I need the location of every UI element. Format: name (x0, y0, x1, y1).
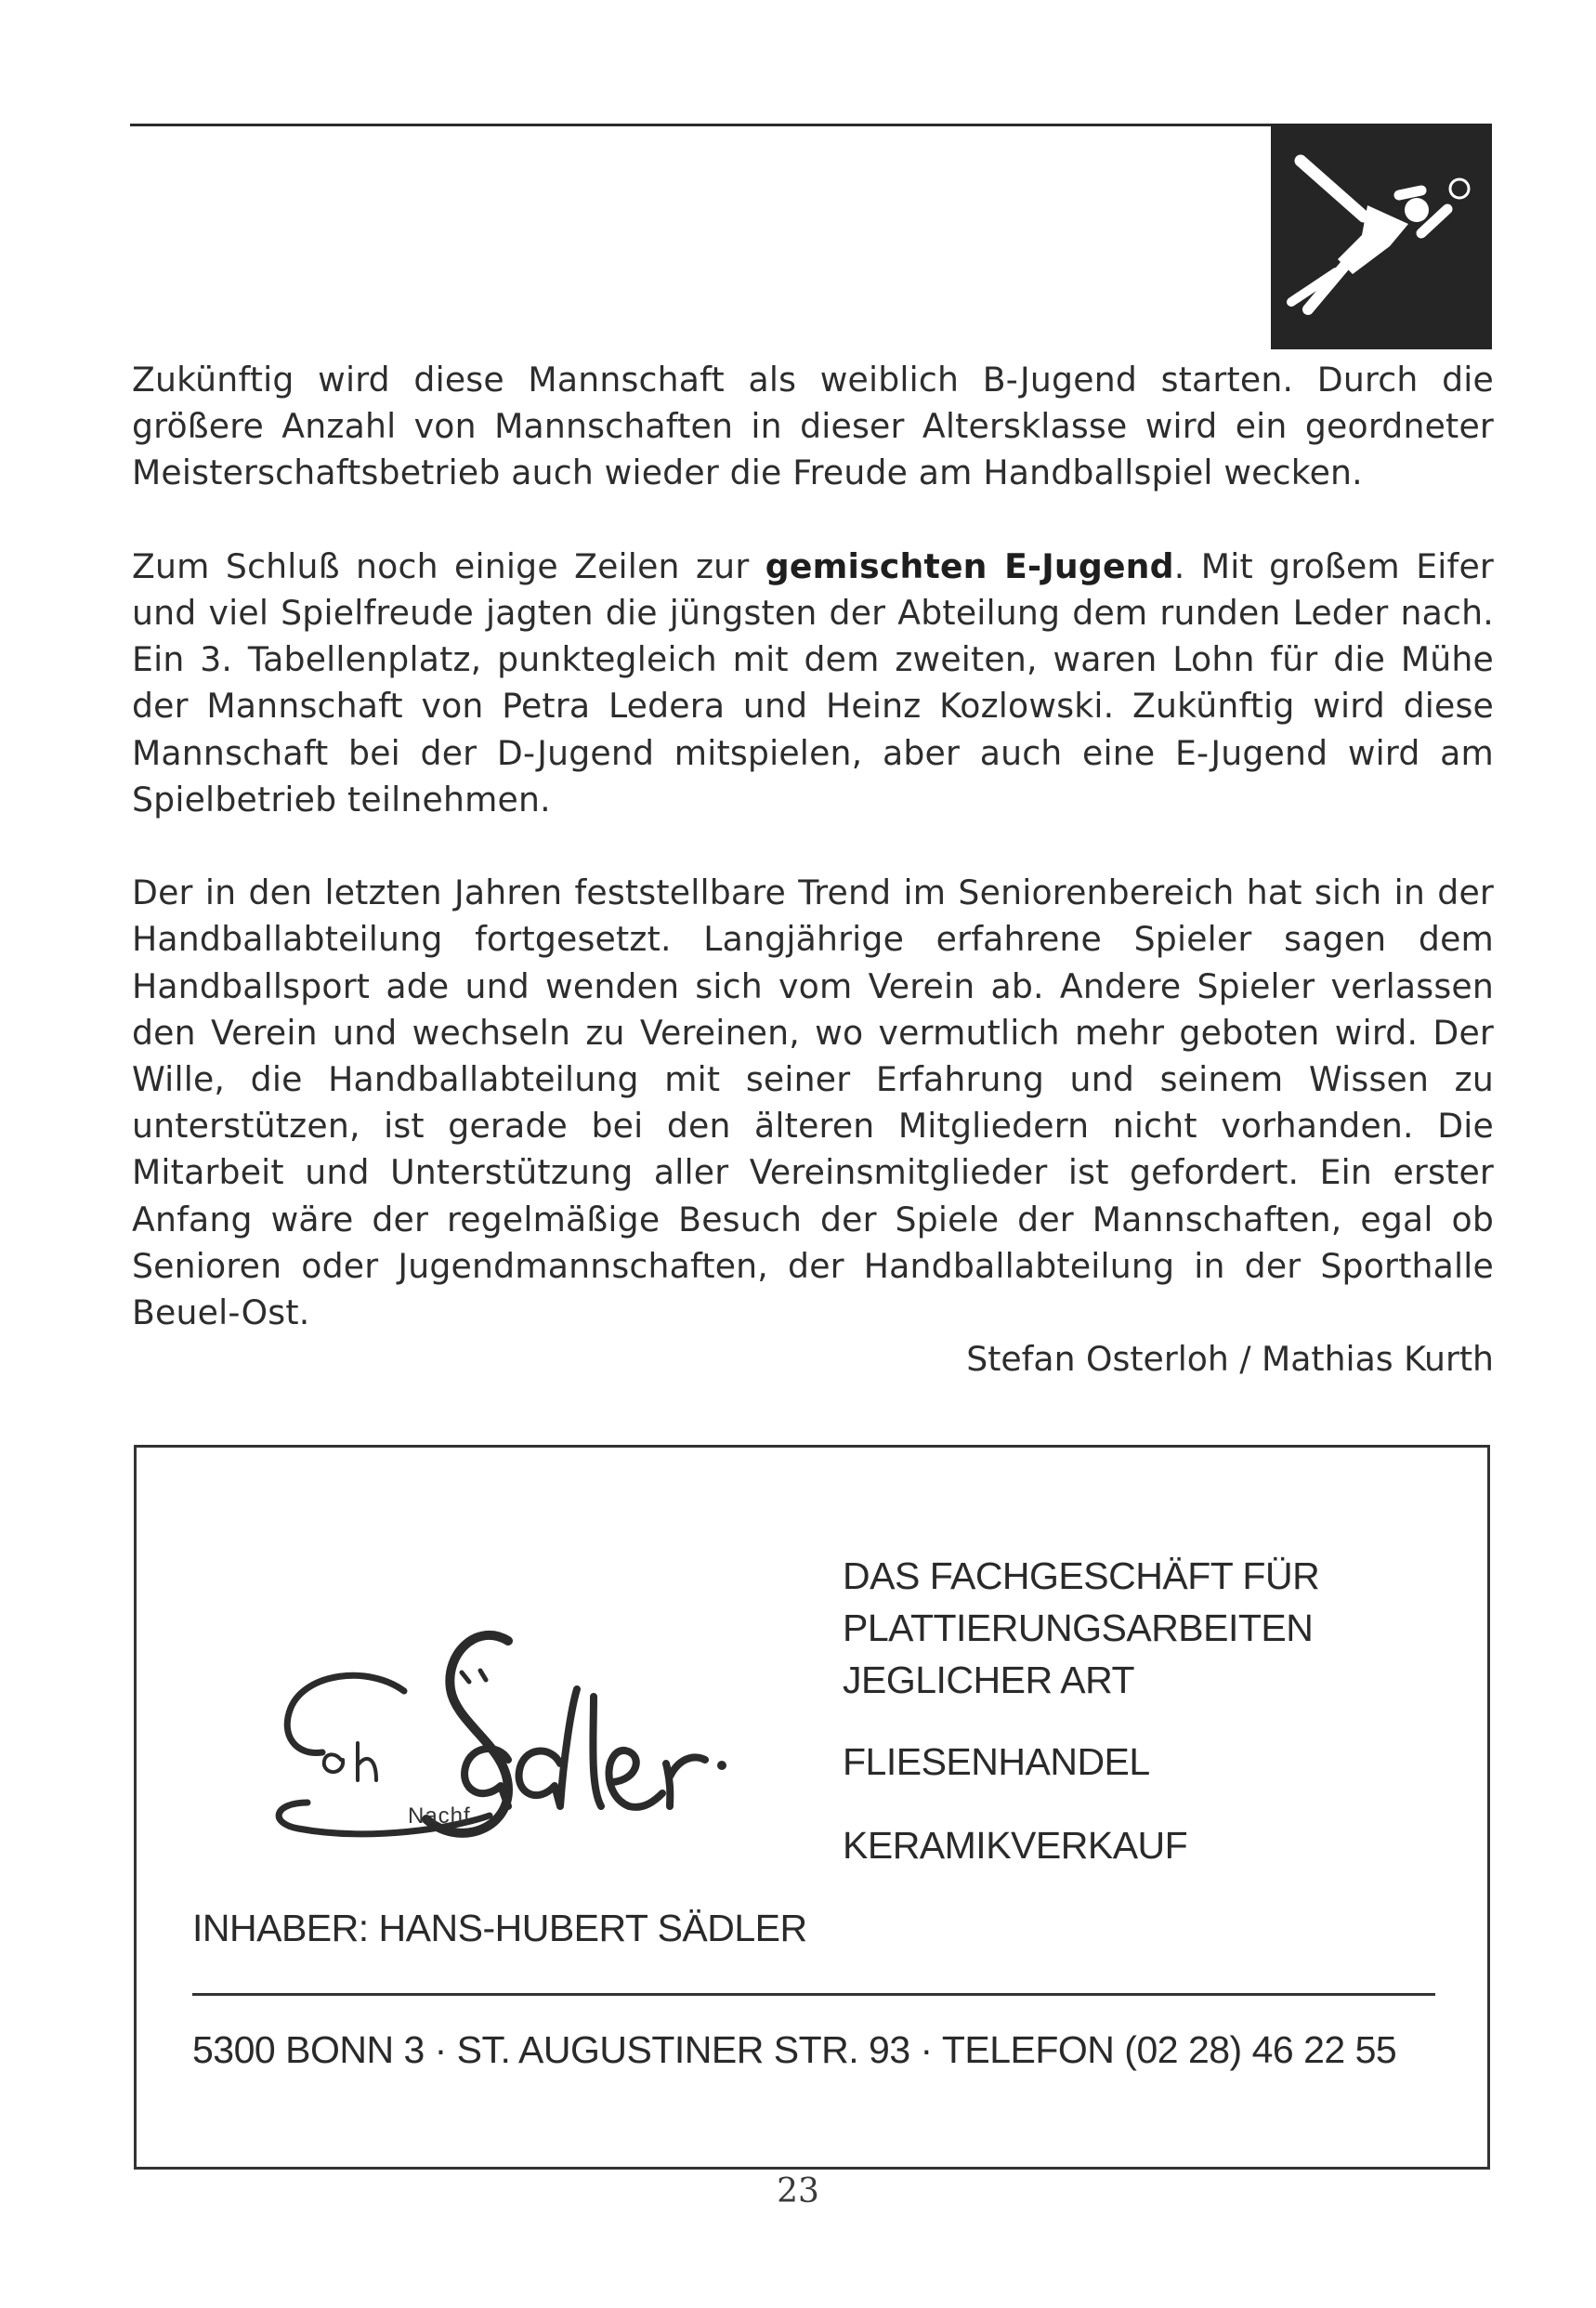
logo-subtitle: Nachf. (408, 1803, 478, 1829)
advertisement-rule (192, 1993, 1435, 1996)
service-line: KERAMIKVERKAUF (843, 1824, 1188, 1867)
owner-line: INHABER: HANS-HUBERT SÄDLER (192, 1907, 807, 1949)
article-body (132, 357, 1494, 1383)
service-line: PLATTIERUNGSARBEITEN (843, 1606, 1314, 1649)
article-paragraph-2-start: Zum Schluß noch einige Zeilen zur (132, 545, 765, 586)
article-signature: Stefan Osterloh / Mathias Kurth (966, 1339, 1494, 1380)
page-number: 23 (777, 2172, 819, 2210)
article-paragraph-2-end: . Mit großem Eifer und viel Spielfreude jagten die jüngsten der Abteilung dem runden Leder nach. Ein 3. Tabellenplatz, punktegleich mit dem zweiten, waren Lohn für die Mühe der Mannschaft von Petra Ledera und Heinz Kozlowski. Zukünftig wird diese Mannschaft bei der D-Jugend mitspielen, aber auch eine E-Jugend wird am Spielbetrieb teilnehmen. (132, 545, 1494, 820)
advertisement-box (134, 1445, 1490, 2170)
service-line: FLIESENHANDEL (843, 1740, 1150, 1783)
header-rule (130, 124, 1275, 126)
saedler-logo (229, 1587, 731, 1884)
article-paragraph-3: Der in den letzten Jahren feststellbare Trend im Seniorenbereich hat sich in der Handballabteilung fortgesetzt. Langjährige erfahrene Spieler sagen dem Handballsport ade und wenden sich vom Verein ab. Andere Spieler verlassen den Verein und wechseln zu Vereinen, wo vermutlich mehr geboten wird. Der Wille, die Handballabteilung mit seiner Erfahrung und seinem Wissen zu unterstützen, ist gerade bei den älteren Mitgliedern nicht vorhanden. Die Mitarbeit und Unterstützung aller Vereinsmitglieder ist gefordert. Ein erster Anfang wäre der regelmäßige Besuch der Spiele der Mannschaften, egal ob Senioren oder Jugendmannschaften, der Handballabteilung in der Sporthalle Beuel-Ost. (132, 872, 1494, 1333)
address-line: 5300 BONN 3 · ST. AUGUSTINER STR. 93 · TELEFON (02 28) 46 22 55 (192, 2028, 1397, 2071)
handball-player-icon (1271, 124, 1492, 349)
article-paragraph-1: Zukünftig wird diese Mannschaft als weiblich B-Jugend starten. Durch die größere Anzahl von Mannschaften in dieser Altersklasse wird ein geordneter Meisterschaftsbetrieb auch wieder die Freude am Handballspiel wecken. (132, 360, 1494, 493)
service-line: DAS FACHGESCHÄFT FÜR (843, 1554, 1320, 1597)
service-line: JEGLICHER ART (843, 1659, 1134, 1701)
services-list (843, 1550, 1437, 1871)
article-highlight: gemischten E-Jugend (765, 545, 1174, 586)
article-paragraph-2 (132, 544, 1494, 823)
